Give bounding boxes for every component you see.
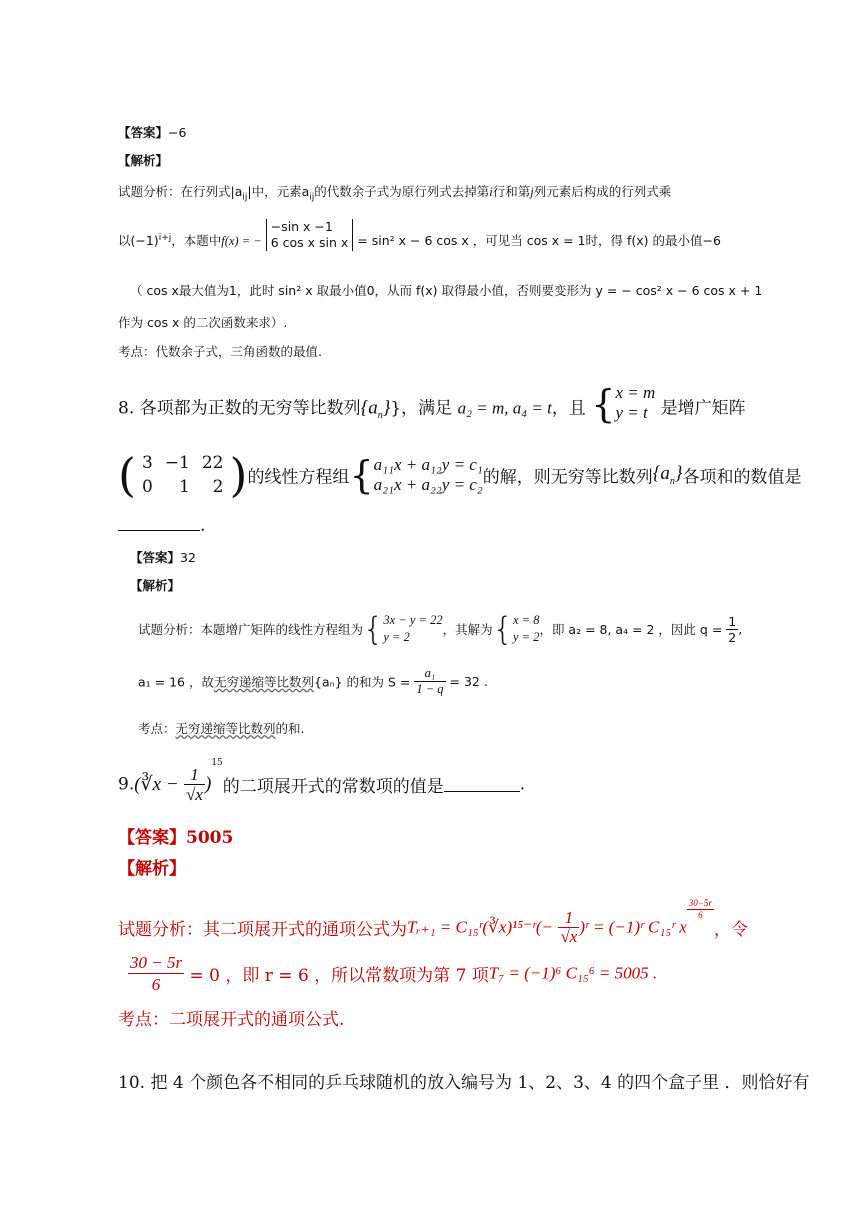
seq: {a (360, 397, 378, 419)
augmented-matrix (136, 451, 230, 499)
answer-label: 【答案】 (118, 125, 169, 140)
text: 8. 各项都为正数的无穷等比数列 (118, 398, 361, 419)
expr: (∛x − (134, 774, 179, 795)
numerator: 1 (728, 613, 737, 629)
denominator: 6 (151, 975, 161, 994)
fraction (128, 952, 184, 995)
text: |中，元素a (247, 184, 310, 199)
numerator: a₁ (414, 666, 445, 682)
var-i: i (489, 185, 493, 199)
text: }，满足 (390, 398, 453, 419)
denominator: √x (186, 785, 203, 804)
eq: x = 8 (512, 613, 540, 627)
var-j: j (530, 185, 534, 199)
text: ，即 a₂ = 8, a₄ = 2 ，因此 q = (539, 622, 723, 637)
text: 的二项展开式的常数项的值是 (222, 777, 444, 797)
text: ，且 (551, 398, 586, 419)
exponent: 15 (211, 758, 223, 768)
q7-answer (118, 123, 186, 141)
q7-analysis-line3: （ cos x最大值为1，此时 sin² x 取最小值0，从而 f(x) 取得最小值，否则要变形为 y = − cos² x − 6 cos x + 1 (130, 283, 763, 298)
q8-analysis-label: 【解析】 (130, 578, 181, 593)
condition: a₂ = m, a₄ = t (457, 398, 552, 418)
q8-stem-line2: ( 3 −1 22 0 1 2 )的线性方程组{ a₁₁x + a₁₂y = c₁ a₂₁x + a₂₂y = c₂ 的解，则无穷等比数列$\{a_n\}$各项和的数值是 (118, 448, 802, 502)
eq: a₁₁x + a₁₂y = c₁ (373, 455, 483, 474)
answer-value: 5005 (186, 828, 234, 848)
q7-analysis-line4: 作为 cos x 的二次函数来求）. (118, 315, 288, 330)
numerator: 1 (184, 765, 205, 785)
denominator: 6 (698, 910, 703, 920)
text: a₁ = 16 ，故 (138, 674, 214, 690)
text: 无穷递缩等比数列 (175, 721, 276, 736)
q10-stem: 10. 把 4 个颜色各不相同的乒乓球随机的放入编号为 1、2、3、4 的四个盒子里 ．则恰好有 (118, 1073, 810, 1093)
q9-kaodian: 考点：二项展开式的通项公式. (118, 1010, 345, 1030)
q8-kaodian (138, 719, 305, 737)
formula: T₇ = (−1)⁶ C₁₅⁶ = 5005 . (488, 963, 658, 983)
q8-stem-line1: 8. 各项都为正数的无穷等比数列$\{a_n\}$}，满足 a₂ = m, a₄ = t，且 { x = m y = t 是增广矩阵 (118, 382, 746, 426)
fraction (414, 666, 445, 697)
eq: y = 2 (512, 630, 540, 644)
text: ，本题中 (171, 233, 222, 248)
text: ，其解为 (442, 622, 493, 637)
denominator: √x (560, 927, 578, 946)
answer-value: 32 (180, 550, 196, 565)
cell: 2 (212, 477, 224, 497)
numerator: 30 − 5r (130, 953, 183, 972)
eq: a₂₁x + a₂₂y = c₂ (373, 475, 483, 494)
expr: ) (204, 773, 212, 795)
text: 各项和的数值是 (682, 467, 802, 488)
cell: 0 (141, 477, 153, 497)
fraction (726, 614, 738, 645)
denominator: 2 (728, 629, 737, 645)
q8-answer (130, 548, 196, 566)
text: = 0 ，即 r = 6 ，所以常数项为第 7 项 (189, 966, 489, 986)
q9-answer (118, 823, 233, 848)
answer-label: 【答案】 (118, 828, 186, 848)
text: 考点： (138, 721, 176, 736)
q7-analysis-line2 (118, 218, 721, 251)
eq: x = m (615, 383, 656, 402)
answer-value: −6 (168, 125, 187, 140)
text: 的和. (275, 721, 305, 736)
text: 列元素后构成的行列式乘 (533, 184, 672, 199)
fraction (184, 765, 205, 804)
cell: 1 (179, 477, 190, 497)
text: 以(−1) (118, 233, 159, 248)
q7-analysis-line1 (118, 182, 671, 203)
text: 试题分析：在行列式|a (118, 184, 243, 199)
text: = 32 . (449, 674, 488, 689)
cell: −1 (164, 453, 190, 473)
eq: 3x − y = 22 (383, 613, 443, 627)
text: 试题分析：本题增广矩阵的线性方程组为 (138, 622, 364, 637)
system (513, 612, 539, 646)
text: 无穷递缩等比数列 (213, 674, 314, 690)
sub: n (377, 409, 383, 421)
q7-kaodian: 考点：代数余子式，三角函数的最值. (118, 344, 322, 359)
formula: Tᵣ₊₁ = C₁₅ʳ(∛x)¹⁵⁻ʳ(− (407, 917, 554, 937)
eq: y = t (615, 403, 648, 422)
q9-stem: 9.(∛x − $\frac{1}{√x}$ )$^{15}$的二项展开式的常数项的值是 . (118, 758, 526, 804)
sub: ij (309, 192, 315, 203)
eq: y = 2 (383, 630, 410, 644)
exponent-fraction (687, 898, 714, 921)
q9-analysis-line1 (118, 898, 748, 946)
q9-analysis-line2 (128, 952, 657, 995)
system (615, 383, 655, 423)
system (383, 612, 442, 646)
determinant (266, 219, 354, 251)
cell: 22 (201, 453, 224, 473)
text: {aₙ} 的和为 S = (314, 674, 411, 690)
text: 的线性方程组 (247, 467, 350, 488)
text: 行和第 (492, 184, 531, 199)
answer-label: 【答案】 (130, 550, 181, 565)
text: = sin² x − 6 cos x ，可见当 cos x = 1时，得 f(x) 的最小值−6 (357, 233, 721, 248)
numerator: 30−5r (688, 898, 712, 908)
q8-analysis-line2 (138, 666, 488, 697)
q8-analysis-line1: 试题分析：本题增广矩阵的线性方程组为{ 3x − y = 22 y = 2 ，其解为{ x = 8 y = 2 ，即 a₂ = 8, a₄ = 2 ，因此 q = $\frac{1}{2}$ , (138, 610, 743, 648)
cell: 3 (141, 453, 153, 473)
det-row: −sin x −1 (270, 218, 333, 234)
text: 9. (118, 774, 135, 795)
text: ，令 (713, 920, 748, 940)
formula: )ʳ = (−1)ʳ C₁₅ʳ x (579, 917, 687, 937)
numerator: 1 (558, 909, 579, 928)
sub: ij (242, 192, 248, 203)
text: 是增广矩阵 (660, 398, 746, 419)
fraction (558, 909, 579, 946)
text: 试题分析：其二项展开式的通项公式为 (118, 920, 407, 940)
q7-analysis-label: 【解析】 (118, 153, 169, 168)
q9-analysis-label: 【解析】 (118, 859, 186, 879)
det-row: 6 cos x sin x (270, 234, 349, 250)
denominator: 1 − q (416, 682, 444, 696)
text: 的代数余子式为原行列式去掉第 (314, 184, 490, 199)
sup: i+j (158, 232, 172, 243)
q8-blank: . (118, 516, 205, 536)
function: f(x) = − (221, 234, 262, 248)
text: 的解，则无穷等比数列 (482, 467, 653, 488)
system (374, 455, 483, 495)
